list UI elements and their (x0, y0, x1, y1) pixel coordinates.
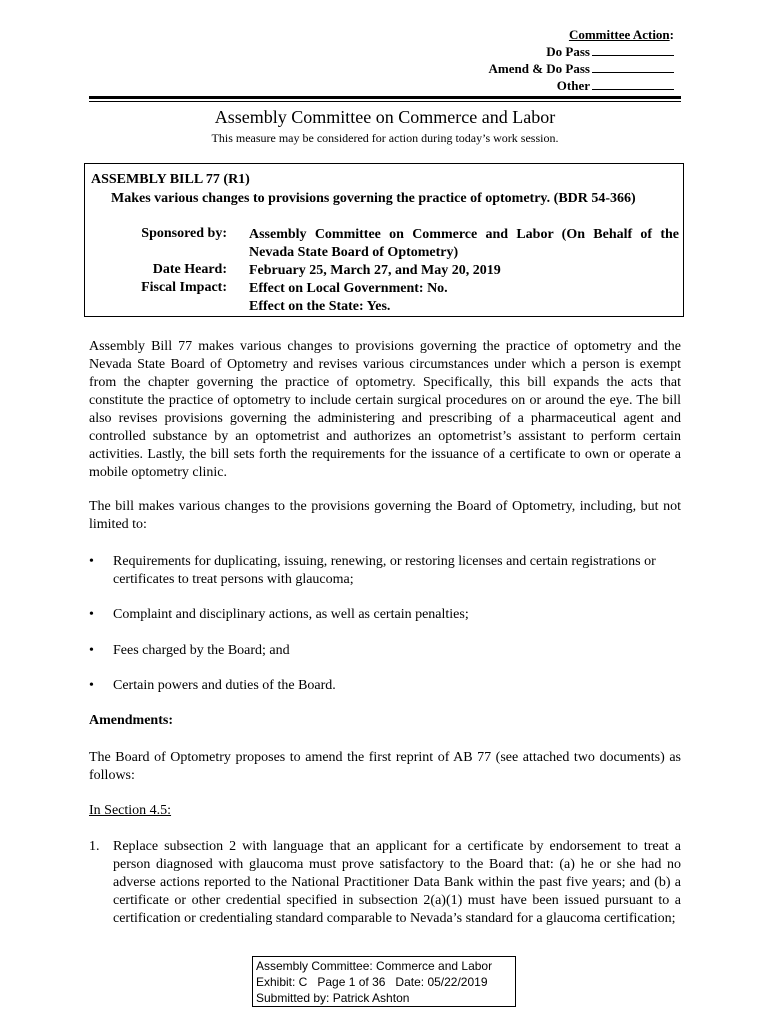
option-other: Other (489, 77, 674, 94)
section-heading: In Section 4.5: (89, 803, 172, 818)
exhibit-details (256, 974, 512, 990)
option-do-pass: Do Pass (489, 43, 674, 60)
exhibit-date: Date: 05/22/2019 (395, 975, 488, 989)
sponsored-value: Assembly Committee on Commerce and Labor (On Behalf of the Nevada State Board of Optometry) (249, 227, 679, 260)
item-number: 1. (89, 839, 100, 854)
board-changes-paragraph: The bill makes various changes to the provisions governing the Board of Optometry, including, but not limited to: (89, 499, 681, 532)
committee-action-block: Committee Action: Do Pass Amend & Do Pass Other (488, 27, 674, 93)
date-heard-label: Date Heard: (152, 262, 227, 277)
header-rule-thin (89, 101, 681, 102)
bullet-glyph: • (89, 643, 94, 658)
bill-title: ASSEMBLY BILL 77 (R1) (91, 172, 250, 187)
work-session-note: This measure may be considered for action during today’s work session. (211, 131, 559, 145)
blank-line (592, 62, 674, 73)
bill-summary-box (84, 163, 684, 317)
bullet-glyph: • (89, 678, 94, 693)
header-rule-thick (89, 96, 681, 99)
option-amend-do-pass: Amend & Do Pass (489, 60, 674, 77)
exhibit-page: Page 1 of 36 (317, 975, 386, 989)
fiscal-impact-state: Effect on the State: Yes. (249, 299, 391, 314)
fiscal-impact-local: Effect on Local Government: No. (249, 281, 448, 296)
bullet-glyph: • (89, 607, 94, 622)
bullet-glyph: • (89, 554, 94, 569)
bill-description: Makes various changes to provisions governing the practice of optometry. (BDR 54-366) (111, 191, 636, 206)
exhibit-stamp (252, 956, 516, 1007)
committee-action-title: Committee Action (568, 27, 670, 42)
exhibit-submitted-by: Submitted by: Patrick Ashton (256, 991, 410, 1005)
blank-line (592, 45, 674, 56)
document-page: Committee Action: Do Pass Amend & Do Pass Other Assembly Committee on Commerce and Labor This measure may be considered for action during today’s work session. ASSEMBLY BILL 77 (R1) Makes various changes to provisions governing the practice of optometry. (BDR 54-366) Sponsored by: Assembly Committee on Commerce and Labor (On Behalf of the Nevada State Board of Optometry) Date Heard: February 25, March 27, and May 20, 2019 Fiscal Impact: Effect on Local Government: No. Effect on the State: Yes. Assembly Bill 77 makes various changes to provisions governing the practice of optometry and the Nevada State Board of Optometry and revises various circumstances under which a person is exempt from the chapter governing the practice of optometry. Specifically, this bill expands the acts that constitute the practice of optometry to include certain surgical procedures on or around the eye. The bill also revises provisions governing the administering and prescribing of a pharmaceutical agent and controlled substance by an optometrist and authorizes an optometrist’s assistant to perform certain activities. Lastly, the bill sets forth the requirements for the issuance of a certificate to own or operate a mobile optometry clinic. The bill makes various changes to the provisions governing the Board of Optometry, including, but not limited to: • Requirements for duplicating, issuing, renewing, or restoring licenses and certain registrations or certificates to treat persons with glaucoma; • Complaint and disciplinary actions, as well as certain penalties; • Fees charged by the Board; and • Certain powers and duties of the Board. Amendments: The Board of Optometry proposes to amend the first reprint of AB 77 (see attached two documents) as follows: In Section 4.5: 1. Replace subsection 2 with language that an applicant for a certificate by endorsement to treat a person diagnosed with glaucoma must prove satisfactory to the Board that: (a) he or she had no adverse actions reported to the National Practitioner Data Bank within the past five years; and (b) a certificate or other credential specified in subsection 2(a)(1) must have been issued pursuant to a certification or credentialing standard comparable to Nevada’s standard for a glaucoma certification; Assembly Committee: Commerce and Labor Exhibit: C Page 1 of 36 Date: 05/22/2019 Submitted by: Patrick Ashton (0, 0, 770, 1024)
exhibit-committee: Assembly Committee: Commerce and Labor (256, 959, 493, 973)
committee-name: Assembly Committee on Commerce and Labor (214, 107, 556, 127)
exhibit-label: Exhibit: C (256, 975, 308, 989)
blank-line (592, 79, 674, 90)
amendments-paragraph: The Board of Optometry proposes to amend the first reprint of AB 77 (see attached two documents) as follows: (89, 750, 681, 783)
summary-paragraph: Assembly Bill 77 makes various changes to provisions governing the practice of optometry and the Nevada State Board of Optometry and revises various circumstances under which a person is exempt from the chapter governing the practice of optometry. Specifically, this bill expands the acts that constitute the practice of optometry to include certain surgical procedures on or around the eye. The bill also revises provisions governing the administering and prescribing of a pharmaceutical agent and controlled substance by an optometrist and authorizes an optometrist’s assistant to perform certain activities. Lastly, the bill sets forth the requirements for the issuance of a certificate to own or operate a mobile optometry clinic. (89, 339, 681, 480)
fiscal-impact-label: Fiscal Impact: (141, 280, 227, 295)
amendments-heading: Amendments: (89, 713, 173, 728)
date-heard-value: February 25, March 27, and May 20, 2019 (249, 263, 501, 278)
sponsored-label: Sponsored by: (141, 226, 227, 241)
